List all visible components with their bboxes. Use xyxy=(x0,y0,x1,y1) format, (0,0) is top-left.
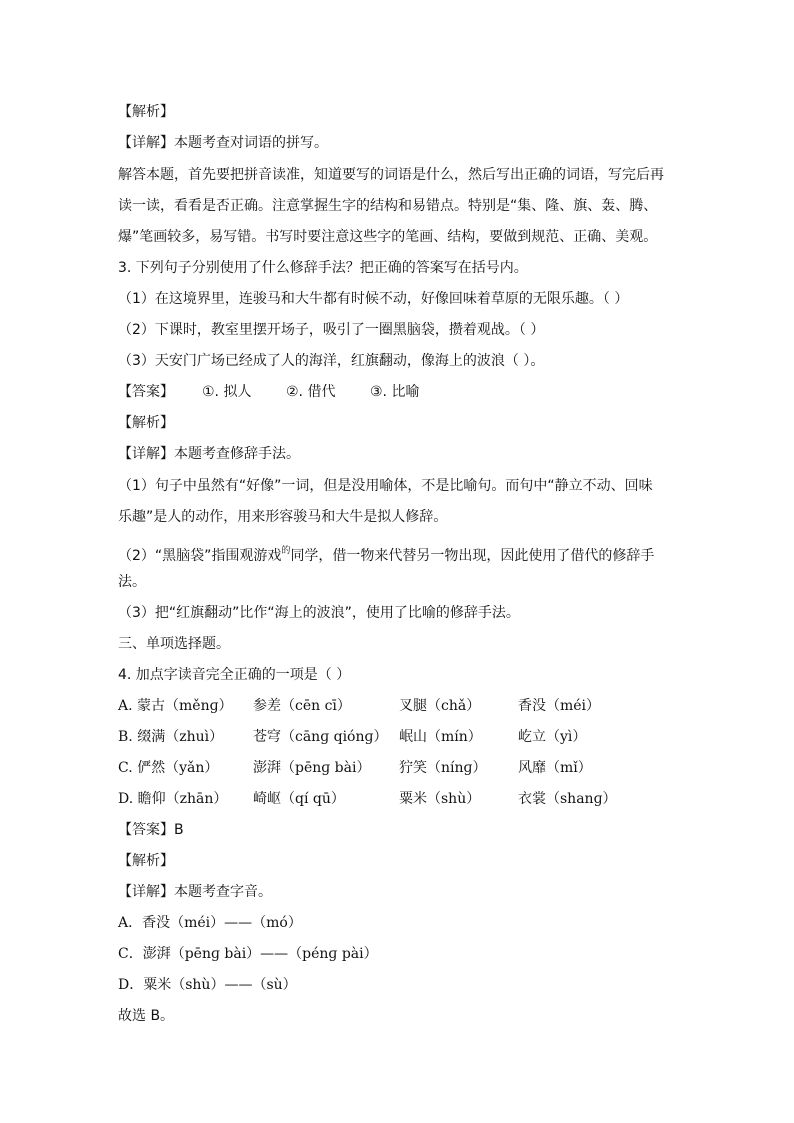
explanation-line: （1）句子中虽然有“好像”一词，但是没用喻体，不是比喻句。而句中“静立不动、回味 xyxy=(118,478,653,494)
option-a-item-4: 香没（méi） xyxy=(518,698,601,714)
explanation-line: 法。 xyxy=(118,574,146,590)
analysis-label: 【解析】 xyxy=(118,104,174,120)
option-c-item-1: C. 俨然（yǎn） xyxy=(118,760,219,776)
explanation-line: （3）把“红旗翻动”比作“海上的波浪”，使用了比喻的修辞手法。 xyxy=(118,605,520,621)
detail-line: 【详解】本题考查修辞手法。 xyxy=(118,446,300,462)
question-3-sentence-2: （2）下课时，教室里摆开场子，吸引了一圈黑脑袋，攒着观战。（ ） xyxy=(118,322,545,338)
answer-2: ②. 借代 xyxy=(286,384,336,400)
explanation-line: 乐趣”是人的动作，用来形容骏马和大牛是拟人修辞。 xyxy=(118,509,448,525)
option-d-item-3: 粟米（shù） xyxy=(399,791,481,807)
paragraph-line: 解答本题，首先要把拼音读准，知道要写的词语是什么，然后写出正确的词语，写完后再 xyxy=(118,167,664,183)
superscript-char: 的 xyxy=(281,546,291,556)
correction-line-c: C．澎湃（pēnɡ bài）——（pénɡ pài） xyxy=(118,946,378,962)
detail-line: 【详解】本题考查字音。 xyxy=(118,884,272,900)
explanation-text: （2）“黑脑袋”指围观游戏 xyxy=(118,548,282,564)
question-3-stem: 3. 下列句子分别使用了什么修辞手法？把正确的答案写在括号内。 xyxy=(118,260,528,276)
correction-line-a: A．香没（méi）——（mó） xyxy=(118,915,302,931)
question-4-stem: 4. 加点字读音完全正确的一项是（ ） xyxy=(118,667,351,683)
correction-line-d: D．粟米（shù）——（sù） xyxy=(118,977,297,993)
question-3-sentence-1: （1）在这境界里，连骏马和大牛都有时候不动，好像回味着草原的无限乐趣。（ ） xyxy=(118,291,629,307)
option-b-item-4: 屹立（yì） xyxy=(518,729,587,745)
option-a-item-2: 参差（cēn cī） xyxy=(253,698,351,714)
explanation-text: 同学，借一物来代替另一物出现，因此使用了借代的修辞手 xyxy=(290,548,655,564)
option-b-item-3: 岷山（mín） xyxy=(399,729,482,745)
option-d-item-1: D. 瞻仰（zhān） xyxy=(118,791,228,807)
paragraph-line: 爆”笔画较多，易写错。书写时要注意这些字的笔画、结构，要做到规范、正确、美观。 xyxy=(118,229,658,245)
answer-line: 【答案】B xyxy=(118,822,184,838)
question-3-sentence-3: （3）天安门广场已经成了人的海洋，红旗翻动，像海上的波浪（ ）。 xyxy=(118,353,545,369)
option-a-item-1: A. 蒙古（měnɡ） xyxy=(118,698,233,714)
option-b-item-2: 苍穹（cānɡ qiónɡ） xyxy=(253,729,388,745)
analysis-label: 【解析】 xyxy=(118,853,174,869)
option-c-item-2: 澎湃（pēnɡ bài） xyxy=(253,760,371,776)
analysis-label: 【解析】 xyxy=(118,415,174,431)
option-d-item-2: 崎岖（qí qū） xyxy=(253,791,345,807)
conclusion-line: 故选 B。 xyxy=(118,1008,175,1024)
option-d-item-4: 衣裳（shanɡ） xyxy=(518,791,617,807)
answer-3: ③. 比喻 xyxy=(370,384,420,400)
option-c-item-3: 狞笑（nínɡ） xyxy=(399,760,487,776)
option-c-item-4: 风靡（mǐ） xyxy=(518,760,592,776)
explanation-line xyxy=(118,541,655,564)
answer-label: 【答案】 xyxy=(118,384,174,400)
paragraph-line: 读一读，看看是否正确。注意掌握生字的结构和易错点。特别是“集、隆、旗、轰、腾、 xyxy=(118,198,658,214)
section-heading: 三、单项选择题。 xyxy=(118,636,230,652)
option-a-item-3: 叉腿（chǎ） xyxy=(399,698,481,714)
detail-line: 【详解】本题考查对词语的拼写。 xyxy=(118,135,328,151)
answer-1: ①. 拟人 xyxy=(202,384,252,400)
option-b-item-1: B. 缀满（zhuì） xyxy=(118,729,224,745)
